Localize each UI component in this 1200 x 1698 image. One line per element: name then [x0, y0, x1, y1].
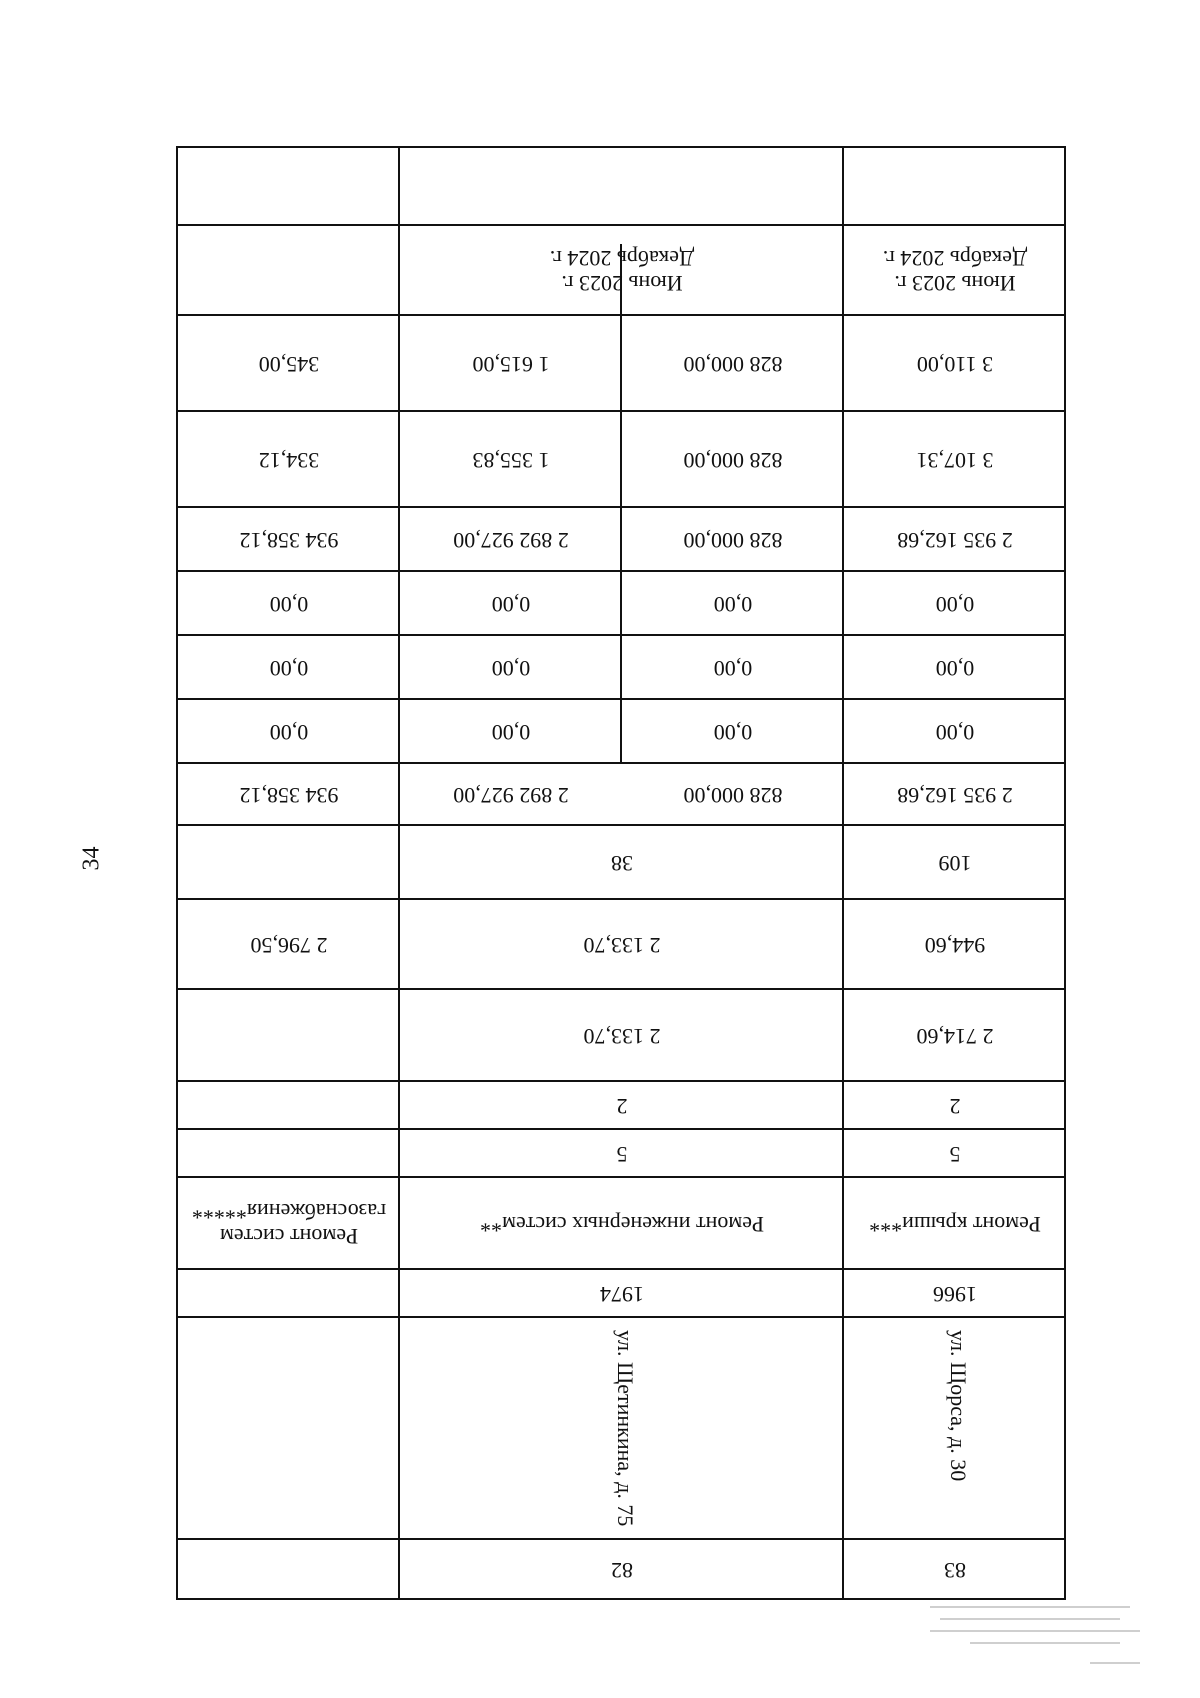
fund-value: 0,00: [491, 591, 531, 617]
total-cost: 2 892 927,00: [453, 782, 569, 808]
fund-value: 0,00: [935, 655, 975, 681]
construction-year: 1966: [933, 1281, 977, 1307]
house-address: ул. Щорса, д. 30: [946, 1330, 971, 1482]
floors: 5: [616, 1141, 628, 1167]
unit-cost: 1 355,83: [472, 447, 550, 473]
house-number: 82: [611, 1557, 633, 1583]
limit-cost: 345,00: [258, 351, 320, 377]
fund-value: 0,00: [935, 719, 975, 745]
grid-line: [176, 146, 1066, 148]
page-number: 34: [78, 846, 105, 871]
total-area: 2 133,70: [583, 1023, 661, 1049]
total-area: 2 714,60: [916, 1023, 994, 1049]
limit-cost: 3 110,00: [916, 351, 994, 377]
unit-cost: 828 000,00: [683, 447, 783, 473]
limit-cost: 1 615,00: [472, 351, 550, 377]
fund-value: 0,00: [269, 591, 309, 617]
work-period: [400, 226, 844, 316]
period-start: Июнь 2023 г.: [894, 271, 1016, 297]
owners-fund: 2 892 927,00: [453, 527, 569, 553]
entrances: 2: [616, 1093, 628, 1119]
work-type: Ремонт крыши***: [869, 1211, 1041, 1237]
period-start: Июнь 2023 г.: [561, 271, 683, 297]
fund-value: 0,00: [713, 655, 753, 681]
total-cost: 828 000,00: [683, 782, 783, 808]
fund-value: 0,00: [713, 591, 753, 617]
fund-value: 0,00: [491, 655, 531, 681]
owners-fund: 934 358,12: [239, 527, 339, 553]
period-end: Декабрь 2024 г.: [882, 246, 1028, 271]
limit-cost: 828 000,00: [683, 351, 783, 377]
faded-stamp: [930, 1600, 1150, 1670]
total-cost: 2 935 162,68: [897, 782, 1013, 808]
unit-cost: 334,12: [258, 447, 320, 473]
owners-fund: 2 935 162,68: [897, 527, 1013, 553]
fund-value: 0,00: [713, 719, 753, 745]
residents-count: 38: [611, 850, 633, 876]
unit-cost: 3 107,31: [916, 447, 994, 473]
fund-value: 0,00: [269, 655, 309, 681]
work-area: 2 133,70: [583, 932, 661, 958]
period-end: Декабрь 2024 г.: [549, 246, 695, 271]
construction-year: 1974: [600, 1281, 644, 1307]
house-number: 83: [944, 1557, 966, 1583]
fund-value: 0,00: [935, 591, 975, 617]
floors: 5: [949, 1141, 961, 1167]
work-period: [844, 226, 1066, 316]
owners-fund: 828 000,00: [683, 527, 783, 553]
work-area: 944,60: [924, 932, 986, 958]
work-type: Ремонт инженерных систем**: [480, 1211, 764, 1237]
fund-value: 0,00: [491, 719, 531, 745]
fund-value: 0,00: [269, 719, 309, 745]
entrances: 2: [949, 1093, 961, 1119]
capital-repair-table: [176, 146, 1066, 1600]
residents-count: 109: [938, 850, 972, 876]
work-area: 2 796,50: [250, 932, 328, 958]
work-type: Ремонт систем газоснабжения*****: [191, 1199, 387, 1250]
house-address: ул. Щетинкина, д. 75: [613, 1330, 638, 1527]
total-cost: 934 358,12: [239, 782, 339, 808]
